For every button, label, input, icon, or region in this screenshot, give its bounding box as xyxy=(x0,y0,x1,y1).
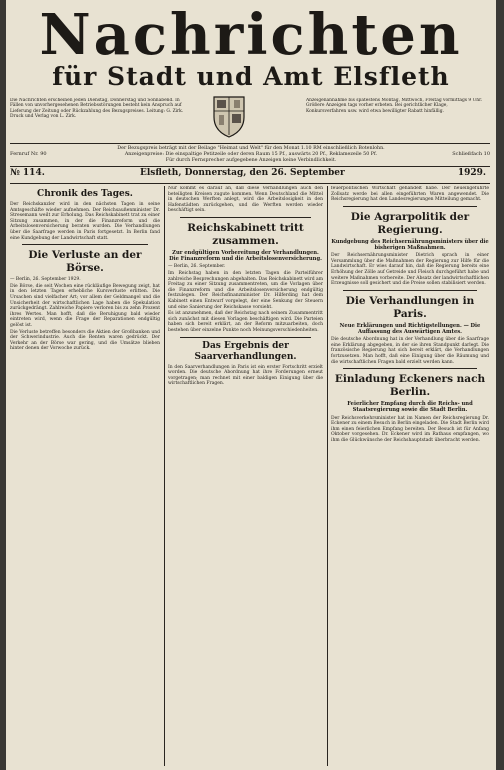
article-text: Im Reichstag haben in den letzten Tagen die Parteiführer zahlreiche Besprechungen abgehalten. Das Reichskabinett wird am Freitag zu einer Sitzung zusammentreten, um die Vorlagen über die Finanzreform und die Arbeitslosenversicherung endgültig festzulegen. Der Reichsfinanzminister Dr. Hilferding hat dem Kabinett einen Entwurf vorgelegt, der eine Senkung der Steuern und eine Sanierung der Reichskasse vorsieht. xyxy=(168,270,323,310)
newspaper-page xyxy=(6,0,496,770)
article-headline: Einladung Eckeners nach Berlin. xyxy=(334,373,486,399)
dateline xyxy=(10,168,490,182)
article-headline: Chronik des Tages. xyxy=(37,189,133,199)
article-divider xyxy=(343,368,477,369)
article-headline: Die Agrarpolitik der Regierung. xyxy=(350,210,470,236)
masthead-title: Nachrichten xyxy=(39,2,463,68)
column-3 xyxy=(331,186,489,766)
price-info: Der Bezugspreis beträgt mit der Beilage "Heimat und Welt" für den Monat 1.10 RM einschließlich Botenlohn. Anzeigenpreise: Die einspaltige Petitzeile oder deren Raum 15 Pf., auswärts 20 Pf., Reklamezeile 50 Pf. Für durch Fernsprecher aufgegebene Anzeigen keine Verbindlichkeit. xyxy=(117,146,385,163)
article-text: Die Börse, die seit Wochen eine rückläufige Bewegung zeigt, hat in den letzten Tagen erhebliche Kursverluste erlitten. Die Ursachen sind vielfacher Art; vor allem der Geldmangel und die Unsicherheit der wirtschaftlichen Lage haben die Spekulation zurückgedrängt. Zahlreiche Papiere verloren bis zu zehn Prozent ihres Wertes. Man hofft, daß die Beruhigung bald wieder eintreten wird, wenn die Frage der Reparationen endgültig gelöst ist. xyxy=(10,283,160,328)
issue-date: Elsfleth, Donnerstag, den 26. September xyxy=(140,168,345,178)
article-text: Der Reichsernährungsminister Dietrich sprach in einer Versammlung über die Maßnahmen der Regierung zur Hilfe für die Landwirtschaft. Er wies darauf hin, daß die Regierung bereits eine Erhöhung der Zölle auf Getreide und Fleisch durchgeführt habe und weitere Maßnahmen vorbereite. Der Absatz der landwirtschaftlichen Erzeugnisse soll gesichert und die Preise sollen stabilisiert werden. xyxy=(331,253,489,287)
column-separator xyxy=(164,186,165,766)
article-divider xyxy=(343,290,477,291)
article-text: feuerpolitischen Wirtschaft gehandelt habe. Der neueingeführte Zollsatz werde bei allen eingeführten Waren angewendet. Die Reichsregierung hat den Landesregierungen Mitteilung gemacht. xyxy=(331,186,489,203)
article-text: In den Saarverhandlungen in Paris ist ein erster Fortschritt erzielt worden. Die deutsche Abordnung hat ihre Forderungen erneut vorgetragen; man rechnet mit einer baldigen Einigung über die wirtschaftlichen Fragen. xyxy=(168,364,323,387)
article-dateline: — Berlin, 26. September 1929. xyxy=(10,277,81,283)
article-text: Nur kommt es darauf an, daß diese Verhandlungen auch den beteiligten Kreisen zugute kommen. Wenn Deutschland die Mittel in deutschen Werften anlegt, wird die Arbeitslosigkeit in den Hafenstädten zurückgehen, und die Werften werden wieder beschäftigt sein. xyxy=(168,186,323,214)
po-box: Schließfach 10 xyxy=(452,151,490,157)
article-headline: Die Verluste an der Börse. xyxy=(28,249,142,275)
masthead-subtitle: für Stadt und Amt Elsfleth xyxy=(52,62,450,91)
publication-info: Die Nachrichten erscheinen jeden Dienstag, Donnerstag und Sonnabend. In Fällen von unvorhergesehenen Betriebsstörungen besteht kein Anspruch auf Lieferung der Zeitung oder Rückzahlung des Bezugspreises. Leitung: G. Zirk. Druck und Verlag von L. Zirk. xyxy=(10,98,184,120)
article-subheadline: Kundgebung des Reichsernährungsministers über die bisherigen Maßnahmen. xyxy=(331,238,489,251)
article-divider xyxy=(180,337,311,338)
article-headline: Die Verhandlungen in Paris. xyxy=(345,294,475,320)
dateline-rule-top xyxy=(10,166,490,167)
article-subheadline: Feierlicher Empfang durch die Reichs- und Staatsregierung sowie die Stadt Berlin. xyxy=(347,401,473,414)
header-rule xyxy=(10,143,490,144)
column-1 xyxy=(10,186,160,766)
phone-number: Fernruf Nr. 90 xyxy=(10,151,47,157)
issue-number: № 114. xyxy=(10,168,45,178)
article-text: Die deutsche Abordnung hat in der Verhandlung über die Saarfrage eine Erklärung abgegeben, in der sie ihren Standpunkt darlegt. Die französische Regierung hat sich bereit erklärt, die Verhandlungen fortzusetzen. Man hofft, daß eine Einigung über die Räumung und die wirtschaftlichen Fragen bald erzielt werden kann. xyxy=(331,337,489,365)
article-text: Der Reichskanzler wird in den nächsten Tagen in seine Amtsgeschäfte wieder aufnehmen. Der Reichsaußenminister Dr. Stresemann weilt zur Erholung. Das Reichskabinett trat zu einer Sitzung zusammen, in der die Finanzreform und die Arbeitslosenversicherung beraten wurden. Die Verhandlungen über die Saarfrage werden in Paris fortgesetzt. In Berlin fand eine Kundgebung der Landwirtschaft statt. xyxy=(10,202,160,241)
column-separator xyxy=(327,186,328,766)
article-subheadline: Zur endgültigen Vorbereitung der Verhandlungen. Die Finanzreform und die Arbeitslosenversicherung. xyxy=(169,249,322,263)
article-divider xyxy=(180,217,311,218)
article-headline: Reichskabinett tritt zusammen. xyxy=(187,221,304,247)
column-2 xyxy=(168,186,323,766)
article-text: Die Verluste betreffen besonders die Aktien der Großbanken und der Schwerindustrie. Auch die Renten waren gedrückt. Der Verkehr an der Börse war gering, und die Umsätze blieben hinter denen der Vorwoche zurück. xyxy=(10,329,160,352)
article-text: Der Reichsverkehrsminister hat im Namen der Reichsregierung Dr. Eckener zu einem Besuch in Berlin eingeladen. Die Stadt Berlin wird ihm einen feierlichen Empfang bereiten. Der Besuch ist für Anfang Oktober vorgesehen. Dr. Eckener wird im Rathaus empfangen, wo ihm die Glückwünsche der Reichshauptstadt überbracht werden. xyxy=(331,415,489,443)
article-divider xyxy=(22,244,148,245)
article-headline: Das Ergebnis der Saarverhandlungen. xyxy=(194,340,297,362)
article-subheadline: Neue Erklärungen und Richtigstellungen. — Die Auffassung des Auswärtigen Amtes. xyxy=(339,322,481,335)
article-dateline: — Berlin, 26. September. xyxy=(168,264,226,270)
issue-year: 1929. xyxy=(457,168,486,178)
advertising-info: Anzeigenannahme bis spätestens Montag, Mittwoch, Freitag vormittags 9 Uhr. Größere Anzeigen tags vorher erbeten. Bei gerichtlicher Klage, Konkursverfahren usw. wird etwa bewilligter Rabatt hinfällig. xyxy=(306,98,483,114)
dateline-rule-bottom xyxy=(10,183,490,184)
coat-of-arms-icon xyxy=(211,93,247,139)
article-text: Es ist anzunehmen, daß der Reichstag nach seinem Zusammentritt sich zunächst mit diesen Vorlagen beschäftigen wird. Die Parteien haben sich bereit erklärt, an der Reform mitzuarbeiten, doch bestehen über einzelne Punkte noch Meinungsverschiedenheiten. xyxy=(168,311,323,333)
article-divider xyxy=(343,206,477,207)
